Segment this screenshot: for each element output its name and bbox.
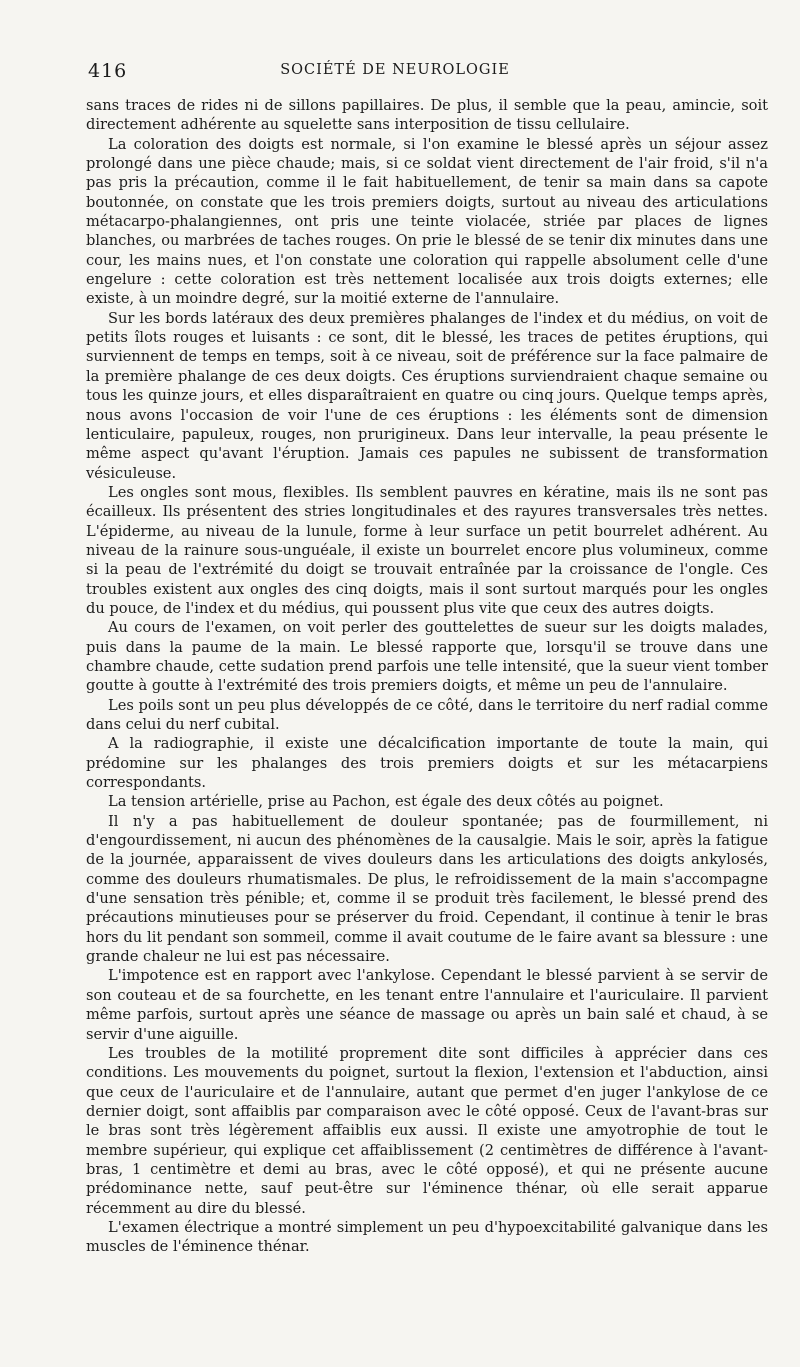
running-head: SOCIÉTÉ DE NEUROLOGIE	[280, 62, 510, 78]
paragraph-sueur: Au cours de l'examen, on voit perler des gouttelettes de sueur sur les doigts malades, puis dans la paume de la main. Le blessé rapporte que, lorsqu'il se trouve dans une chambre chaude, cette sudation prend parfois une telle intensité, que la sueur vient tomber goutte à goutte à l'extrémité des trois premiers doigts, et même un peu de l'annulaire.	[86, 619, 768, 695]
paragraph-impotence: L'impotence est en rapport avec l'ankylose. Cependant le blessé parvient à se servir de son couteau et de sa fourchette, en les tenant entre l'annulaire et l'auriculaire. Il parvient même parfois, surtout après une séance de massage ou après un bain salé et chaud, à se servir d'une aiguille.	[86, 967, 768, 1043]
paragraph-tension: La tension artérielle, prise au Pachon, est égale des deux côtés au poignet.	[108, 793, 664, 811]
paragraph-ongles: Les ongles sont mous, flexibles. Ils semblent pauvres en kératine, mais ils ne sont pas écailleux. Ils présentent des stries longitudinales et des rayures transversales très nettes. L'épiderme, au niveau de la lunule, forme à leur surface un petit bourrelet adhérent. Au niveau de la rainure sous-unguéale, il existe un bourrelet encore plus volumineux, comme si la peau de l'extrémité du doigt se trouvait entraînée par la croissance de l'ongle. Ces troubles existent aux ongles des cinq doigts, mais il sont surtout marqués pour les ongles du pouce, de l'index et du médius, qui poussent plus vite que ceux des autres doigts.	[86, 483, 768, 617]
paragraph-poils: Les poils sont un peu plus développés de ce côté, dans le territoire du nerf radial comme dans celui du nerf cubital.	[86, 696, 768, 733]
paragraph-radiographie: A la radiographie, il existe une décalcification importante de toute la main, qui prédomine sur les phalanges des trois premiers doigts et sur les métacarpiens correspondants.	[86, 735, 768, 792]
page-number: 416	[88, 60, 128, 82]
page-header	[78, 60, 712, 84]
paragraph-eruptions: Sur les bords latéraux des deux premières phalanges de l'index et du médius, on voit de petits îlots rouges et luisants : ce sont, dit le blessé, les traces de petites éruptions, qui surviennent de temps en temps, soit à ce niveau, soit de préférence sur la face palmaire de la première phalange de ces deux doigts. Ces éruptions surviendraient chaque semaine ou tous les quinze jours, et elles disparaîtraient en quatre ou cinq jours. Quelque temps après, nous avons l'occasion de voir l'une de ces éruptions : les éléments sont de dimension lenticulaire, papuleux, rouges, non prurigineux. Dans leur intervalle, la peau présente le même aspect qu'avant l'éruption. Jamais ces papules ne subissent de transformation vésiculeuse.	[86, 309, 768, 482]
paragraph-continuation: sans traces de rides ni de sillons papillaires. De plus, il semble que la peau, amincie, soit directement adhérente au squelette sans interposition de tissu cellulaire.	[86, 97, 768, 134]
paragraph-coloration: La coloration des doigts est normale, si l'on examine le blessé après un séjour assez prolongé dans une pièce chaude; mais, si ce soldat vient directement de l'air froid, s'il n'a pas pris la précaution, comme il le fait habituellement, de tenir sa main dans sa capote boutonnée, on constate que les trois premiers doigts, surtout au niveau des articulations métacarpo-phalangiennes, ont pris une teinte violacée, striée par places de lignes blanches, ou marbrées de taches rouges. On prie le blessé de se tenir dix minutes dans une cour, les mains nues, et l'on constate une coloration qui rappelle absolument celle d'une engelure : cette coloration est très nettement localisée aux trois doigts externes; elle existe, à un moindre degré, sur la moitié externe de l'annulaire.	[86, 135, 768, 308]
paragraph-motilite: Les troubles de la motilité proprement dite sont difficiles à apprécier dans ces conditions. Les mouvements du poignet, surtout la flexion, l'extension et l'abduction, ainsi que ceux de l'auriculaire et de l'annulaire, autant que permet d'en juger l'ankylose de ce dernier doigt, sont affaiblis par comparaison avec le côté opposé. Ceux de l'avant-bras sur le bras sont très légèrement affaiblis eux aussi. Il existe une amyotrophie de tout le membre supérieur, qui explique cet affaiblissement (2 centimètres de différence à l'avant-bras, 1 centimètre et demi au bras, avec le côté opposé), et qui ne présente aucune prédominance nette, sauf peut-être sur l'éminence thénar, où elle serait apparue récemment au dire du blessé.	[86, 1044, 768, 1217]
paragraph-douleur: Il n'y a pas habituellement de douleur spontanée; pas de fourmillement, ni d'engourdissement, ni aucun des phénomènes de la causalgie. Mais le soir, après la fatigue de la journée, apparaissent de vives douleurs dans les articulations des doigts ankylosés, comme des douleurs rhumatismales. De plus, le refroidissement de la main s'accompagne d'une sensation très pénible; et, comme il se produit très facilement, le blessé prend des précautions minutieuses pour se préserver du froid. Cependant, il continue à tenir le bras hors du lit pendant son sommeil, comme il avait coutume de le faire avant sa blessure : une grande chaleur ne lui est pas nécessaire.	[86, 812, 768, 966]
body-text	[86, 96, 768, 1257]
paragraph-examen-electrique: L'examen électrique a montré simplement un peu d'hypoexcitabilité galvanique dans les muscles de l'éminence thénar.	[86, 1218, 768, 1256]
